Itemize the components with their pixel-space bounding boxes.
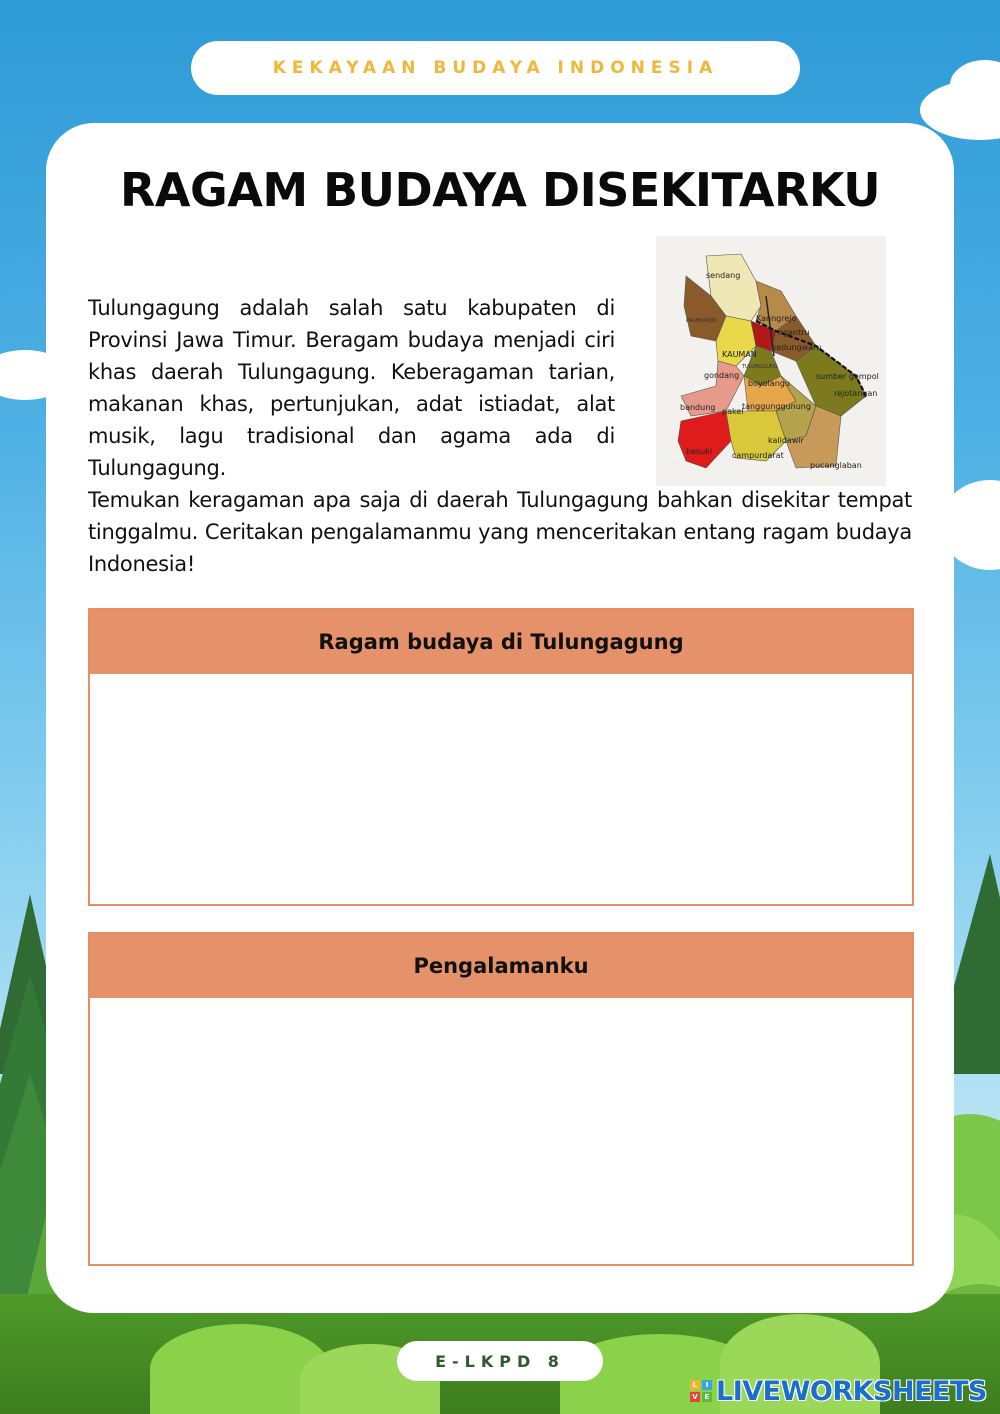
liveworksheets-squares-icon — [690, 1380, 712, 1402]
map-label: KAUMAN — [722, 350, 757, 359]
ragam-budaya-answer-area[interactable] — [90, 674, 912, 904]
map-label: besuki — [686, 447, 713, 456]
logo-square: E — [702, 1392, 712, 1402]
footer-label: E-LKPD 8 — [435, 1351, 565, 1371]
pengalamanku-box — [88, 932, 914, 1266]
map-label: pakel — [722, 407, 744, 416]
header-subtitle: KEKAYAAN BUDAYA INDONESIA — [272, 58, 719, 78]
map-label: sumber gempol — [816, 372, 879, 381]
page-title: RAGAM BUDAYA DISEKITARKU — [119, 163, 881, 217]
tulungagung-map — [656, 236, 886, 486]
map-label: tanggunggunung — [742, 402, 811, 411]
map-label: Kanngrejo — [756, 314, 797, 323]
ragam-budaya-header-text: Ragam budaya di Tulungagung — [318, 630, 684, 654]
intro-paragraph-2: Temukan keragaman apa saja di daerah Tulungagung bahkan disekitar tempat tinggalmu. Ceritakan pengalamanmu yang menceritakan entang ragam budaya Indonesia! — [88, 488, 912, 576]
map-label: kedungwaru — [772, 343, 822, 352]
logo-square: I — [702, 1380, 712, 1390]
map-label: boyolangu — [748, 379, 790, 388]
map-label: pucanglaban — [810, 461, 862, 470]
intro-paragraph-1: Tulungagung adalah salah satu kabupaten di Provinsi Jawa Timur. Beragam budaya menjadi ciri khas daerah Tulungagung. Keberagaman tarian, makanan khas, pertunjukan, adat istiadat, alat musik, lagu tradisional dan agama ada di Tulungagung. — [88, 296, 615, 480]
map-label: campurdarat — [732, 451, 784, 460]
map-label: PAGERWOJO — [686, 318, 717, 324]
map-label: kalidawir — [768, 436, 804, 445]
map-label: bandung — [680, 403, 716, 412]
map-label: TULUNGGUNG — [742, 364, 778, 370]
liveworksheets-text: LIVEWORKSHEETS — [716, 1375, 987, 1407]
map-illustration — [656, 236, 886, 486]
pengalamanku-answer-area[interactable] — [90, 998, 912, 1264]
logo-square: L — [690, 1380, 700, 1390]
ragam-budaya-box — [88, 608, 914, 906]
map-label: rejotangan — [834, 389, 878, 398]
logo-square: V — [690, 1392, 700, 1402]
map-label: ngantru — [778, 328, 810, 337]
footer-pill — [397, 1341, 603, 1381]
pengalamanku-header — [90, 934, 912, 998]
map-label: gondang — [704, 371, 740, 380]
header-pill — [191, 41, 800, 95]
map-label: sendang — [706, 271, 741, 280]
liveworksheets-logo[interactable] — [690, 1374, 987, 1408]
ragam-budaya-header — [90, 610, 912, 674]
pengalamanku-header-text: Pengalamanku — [413, 954, 589, 978]
